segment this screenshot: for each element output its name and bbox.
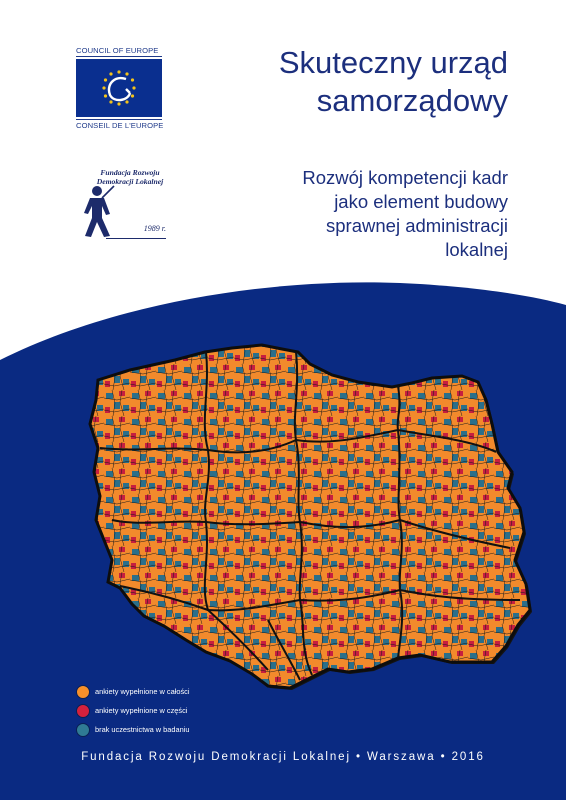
council-of-europe-logo [76,46,162,130]
foundation-name-line2: Demokracji Lokalnej [96,177,164,186]
legend-item-none [76,720,190,739]
legend-dot-teal [76,723,90,737]
title-line2: samorządowy [316,83,508,118]
foundation-logo-underline [106,238,166,239]
legend-item-full [76,682,190,701]
foundation-logo [80,168,166,238]
legend-label-partial: ankiety wypełnione w części [95,706,188,715]
map-legend [76,682,190,739]
coe-logo-bottom-text: CONSEIL DE L'EUROPE [76,121,164,130]
subtitle-line2: jako element budowy [334,191,508,212]
title-line1: Skuteczny urząd [278,45,508,80]
legend-label-full: ankiety wypełnione w całości [95,687,190,696]
footer-publisher: Fundacja Rozwoju Demokracji Lokalnej • Warszawa • 2016 [81,751,485,763]
subtitle-line1: Rozwój kompetencji kadr [302,167,508,188]
page-subtitle [302,166,508,262]
walking-figure-icon [80,184,120,238]
subtitle-line4: lokalnej [445,239,508,260]
subtitle-line3: sprawnej administracji [326,215,508,236]
legend-label-none: brak uczestnictwa w badaniu [95,725,190,734]
page-title [279,44,508,120]
coe-flag-icon [76,59,162,117]
legend-item-partial [76,701,190,720]
legend-dot-orange [76,685,90,699]
coe-logo-top-text: COUNCIL OF EUROPE [76,46,162,57]
foundation-name-line1: Fundacja Rozwoju [100,168,160,177]
legend-dot-red [76,704,90,718]
foundation-year: 1989 r. [143,224,166,233]
